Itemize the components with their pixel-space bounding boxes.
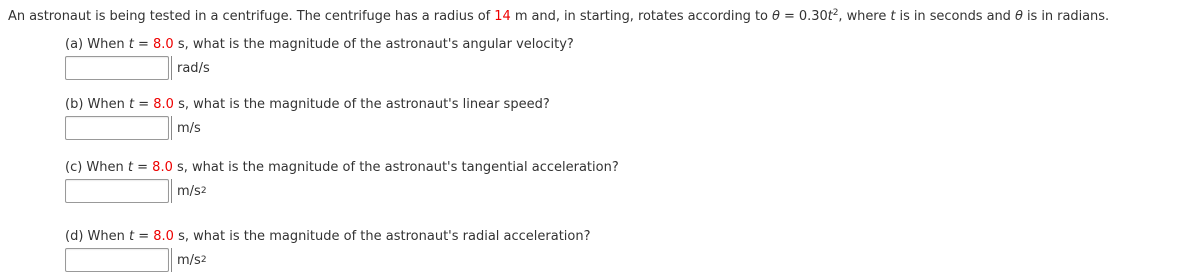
unit-label: m/s 2 bbox=[171, 248, 207, 272]
tangential-acceleration-input[interactable] bbox=[65, 179, 169, 203]
radial-acceleration-input[interactable] bbox=[65, 248, 169, 272]
answer-row bbox=[65, 248, 591, 272]
time-variable: t bbox=[890, 9, 896, 24]
time-variable: t bbox=[827, 9, 833, 24]
theta-symbol: θ bbox=[772, 9, 780, 24]
linear-speed-input[interactable] bbox=[65, 116, 169, 140]
equals-sign: = bbox=[133, 160, 153, 175]
time-variable: t bbox=[129, 229, 135, 244]
equals-sign: = bbox=[134, 229, 154, 244]
intro-text: is in radians. bbox=[1022, 9, 1110, 24]
part-label: (a) When bbox=[65, 37, 129, 52]
time-value: 8.0 bbox=[152, 160, 173, 175]
time-value: 8.0 bbox=[153, 229, 174, 244]
question-text bbox=[65, 159, 619, 177]
unit-text: m/s bbox=[177, 120, 201, 136]
question-body: s, what is the magnitude of the astronaut's linear speed? bbox=[173, 97, 550, 112]
part-a bbox=[65, 36, 574, 80]
part-b bbox=[65, 96, 550, 140]
question-text bbox=[65, 36, 574, 54]
question-body: s, what is the magnitude of the astronaut's tangential acceleration? bbox=[172, 160, 619, 175]
time-variable: t bbox=[128, 37, 134, 52]
part-c bbox=[65, 159, 619, 203]
unit-text: m/s bbox=[177, 183, 201, 199]
exponent: 2 bbox=[832, 8, 839, 18]
part-label: (c) When bbox=[65, 160, 128, 175]
part-label: (b) When bbox=[65, 97, 129, 112]
theta-symbol: θ bbox=[1014, 9, 1023, 24]
question-text bbox=[65, 96, 550, 114]
equals-sign: = bbox=[133, 37, 153, 52]
equation-text: = 0.30 bbox=[779, 9, 828, 24]
time-value: 8.0 bbox=[153, 97, 174, 112]
unit-label bbox=[171, 56, 210, 80]
part-d bbox=[65, 228, 591, 272]
problem-statement bbox=[8, 8, 1109, 26]
intro-text: m and, in starting, rotates according to bbox=[510, 9, 772, 24]
time-variable: t bbox=[129, 97, 135, 112]
intro-text: , where bbox=[838, 9, 891, 24]
intro-text: An astronaut is being tested in a centrifuge. The centrifuge has a radius of bbox=[8, 9, 495, 24]
answer-row bbox=[65, 116, 550, 140]
unit-text: rad/s bbox=[177, 60, 210, 76]
part-label: (d) When bbox=[65, 229, 129, 244]
unit-text: m/s bbox=[177, 252, 201, 268]
equals-sign: = bbox=[134, 97, 154, 112]
intro-text: is in seconds and bbox=[895, 9, 1015, 24]
question-text bbox=[65, 228, 591, 246]
radius-value: 14 bbox=[494, 9, 511, 24]
answer-row bbox=[65, 179, 619, 203]
unit-label bbox=[171, 116, 201, 140]
answer-row bbox=[65, 56, 574, 80]
unit-label: m/s 2 bbox=[171, 179, 207, 203]
time-value: 8.0 bbox=[153, 37, 174, 52]
angular-velocity-input[interactable] bbox=[65, 56, 169, 80]
time-variable: t bbox=[127, 160, 133, 175]
question-body: s, what is the magnitude of the astronaut's radial acceleration? bbox=[173, 229, 591, 244]
question-body: s, what is the magnitude of the astronaut's angular velocity? bbox=[173, 37, 574, 52]
